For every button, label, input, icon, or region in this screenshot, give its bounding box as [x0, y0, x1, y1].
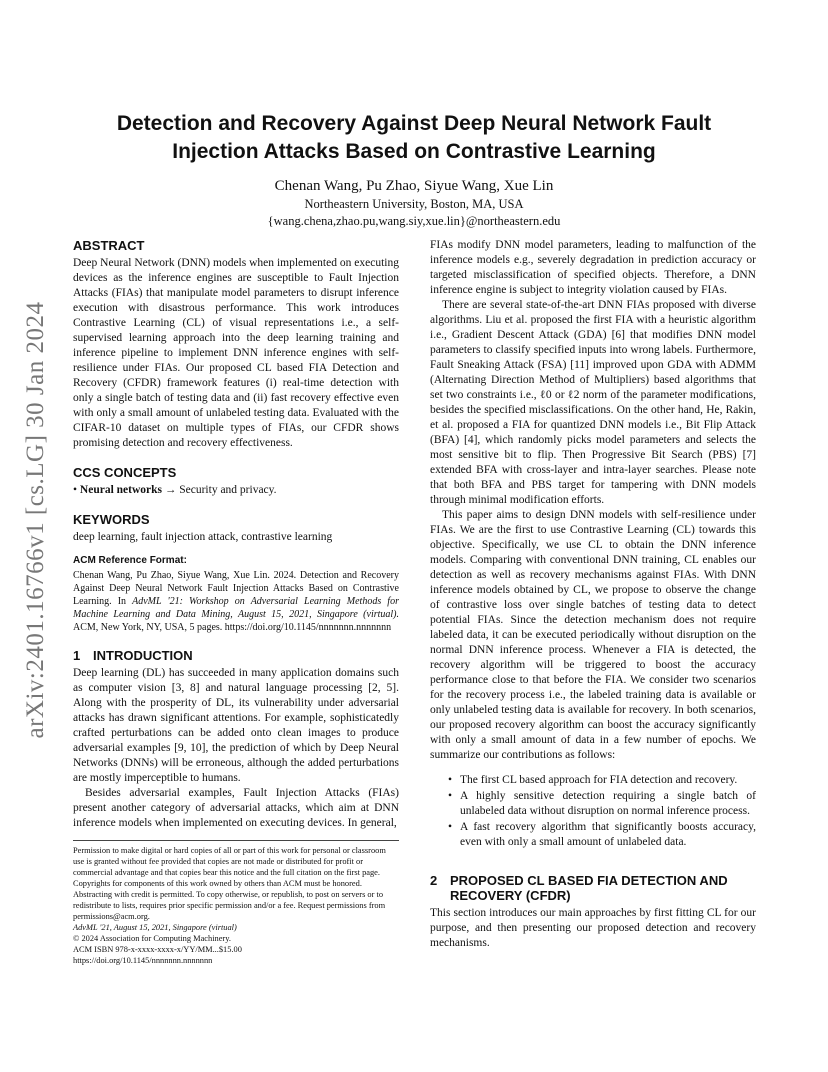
intro-section-title: INTRODUCTION [93, 648, 193, 663]
contribution-list [430, 773, 756, 850]
title-line-1: Detection and Recovery Against Deep Neural Network Fault [116, 112, 712, 135]
right-paragraph-1: FIAs modify DNN model parameters, leading to malfunction of the inference models e.g., severely degradation in prediction accuracy or targeted misclassification of specified objects. Therefore, a DNN inference engine is subject to integrity violation caused by FIAs. [430, 239, 756, 296]
acm-reference-part2: ACM, New York, NY, USA, 5 pages. https://doi.org/10.1145/nnnnnnn.nnnnnnn [73, 622, 392, 633]
right-paragraph-2: There are several state-of-the-art DNN FIAs proposed with diverse algorithms. Liu et al. proposed the first FIA with a heuristic algorithm i.e., Gradient Descent Attack (GDA) [6] that modifies DNN model parameters to classify specified inputs into wrong labels. Furthermore, Fault Sneaking Attack (FSA) [11] improved upon GDA with ADMM (Alternating Direction Method of Multipliers) based algorithms that set two constraints i.e., ℓ0 or ℓ2 norm of the parameter modifications, besides the specified misclassifications. On the other hand, He, Rakin, et al. proposed a FIA for quantized DNN models i.e., Bit Flip Attack (BFA) [4], which randomly picks model parameters and selects the most sensitive bit to flip. Then Progressive Bit Search (PBS) [7] extended BFA with cross-layer and intra-layer searches. Please note that both BFA and PBS target for tampering with DNN models through minimal modification efforts. [430, 299, 756, 506]
section2-paragraph-1: This section introduces our main approaches by first fitting CL for our purpose, and then presenting our proposed detection and recovery mechanisms. [430, 907, 756, 949]
author-emails: {wang.chena,zhao.pu,wang.siy,xue.lin}@northeastern.edu [267, 214, 561, 228]
arxiv-identifier: arXiv:2401.16766v1 [cs.LG] 30 Jan 2024 [22, 301, 49, 739]
keywords-text: deep learning, fault injection attack, contrastive learning [73, 531, 333, 543]
section2-title: PROPOSED CL BASED FIA DETECTION AND RECOVERY (CFDR) [450, 873, 728, 903]
right-paragraph-3: This paper aims to design DNN models with self-resilience under FIAs. We are the first to use Contrastive Learning (CL) towards this objective. Specifically, we use CL to obtain the DNN inference models. Comparing with conventional DNN training, CL enables our detection as well as recovery mechanisms against FIAs. With DNN inference models obtained by CL, we propose to observe the change of contrastive loss over single batches of testing data to detect potential FIAs. Since the detection mechanism does not require labeled data, it can be executed periodically without disruption on the normal DNN inference process. Whenever a FIA is detected, the recovery algorithm will be triggered to boost the accuracy performance close to that before the FIA. We consider two scenarios for the recovery process i.e., the labeled training data is available or only unlabeled testing data is available for recovery. In both scenarios, our proposed recovery algorithm can boost the accuracy significantly with only a small amount of data in a few number of epochs. We summarize our contributions as follows: [430, 509, 756, 761]
intro-paragraph-2: Besides adversarial examples, Fault Injection Attacks (FIAs) present another category of adversarial attacks, which aim at DNN inference models when implemented on executing devices. In general, [73, 787, 399, 829]
acm-reference-text [73, 569, 399, 634]
copyright-footnote [73, 840, 399, 966]
footnote-venue: AdvML '21, August 15, 2021, Singapore (virtual) [73, 923, 237, 932]
contribution-item: • A fast recovery algorithm that significantly boosts accuracy, even with only a small amount of unlabeled data. [460, 820, 756, 850]
ccs-heading: CCS CONCEPTS [73, 465, 177, 480]
affiliation-block [80, 196, 748, 230]
acm-reference-venue: AdvML '21: Workshop on Adversarial Learning Methods for Machine Learning and Data Mining, August 15, 2021, Singapore (virtual). [73, 596, 399, 620]
paper-title [80, 110, 748, 166]
right-column [430, 238, 756, 951]
section2-number: 2 [430, 873, 438, 888]
footnote-copyright: © 2024 Association for Computing Machinery. [73, 934, 231, 943]
footnote-doi: https://doi.org/10.1145/nnnnnnn.nnnnnnn [73, 956, 213, 965]
ccs-concepts [73, 483, 399, 498]
affiliation: Northeastern University, Boston, MA, USA [304, 197, 524, 211]
intro-heading [73, 648, 399, 663]
ccs-bullet: • [73, 484, 78, 496]
left-column [73, 238, 399, 831]
abstract-text: Deep Neural Network (DNN) models when implemented on executing devices as the inference engines are susceptible to Fault Injection Attacks (FIAs) that manipulate model parameters to disrupt inference execution with disastrous performance. This work introduces Contrastive Learning (CL) of visual representations i.e., a self-supervised learning approach into the deep learning training and inference pipeline to implement DNN inference engines with self-resilience under FIAs. Our proposed CL based FIA Detection and Recovery (CFDR) framework features (i) real-time detection with only a single batch of testing data and (ii) fast recovery effective even with only a small amount of unlabeled testing data. Evaluated with the CIFAR-10 dataset on multiple types of FIAs, our CFDR shows promising detection and recovery effectiveness. [73, 257, 399, 449]
ccs-arrow: → [162, 484, 180, 496]
permission-notice: Permission to make digital or hard copies of all or part of this work for personal or classroom use is granted without fee provided that copies are not made or distributed for profit or commercial advantage and that copies bear this notice and the full citation on the first page. Copyrights for components of this work owned by others than ACM must be honored. Abstracting with credit is permitted. To copy otherwise, or republish, to post on servers or to redistribute to lists, requires prior specific permission and/or a fee. Request permissions from permissions@acm.org. [73, 846, 386, 921]
abstract-heading: ABSTRACT [73, 238, 145, 253]
contribution-item: • A highly sensitive detection requiring a single batch of unlabeled data without disruption on normal inference process. [460, 789, 756, 819]
arxiv-side-stamp [8, 240, 64, 800]
footnote-isbn: ACM ISBN 978-x-xxxx-xxxx-x/YY/MM...$15.00 [73, 945, 242, 954]
intro-section-number: 1 [73, 648, 81, 663]
acm-reference-label: ACM Reference Format: [73, 555, 187, 566]
section2-heading [430, 873, 756, 903]
author-list: Chenan Wang, Pu Zhao, Siyue Wang, Xue Lin [274, 178, 554, 194]
intro-paragraph-1: Deep learning (DL) has succeeded in many application domains such as computer vision [3, 8] and natural language processing [2, 5]. Along with the prosperity of DL, its vulnerability under adversarial attacks has drawn significant attentions. For example, sophisticatedly crafted perturbations can be added onto clean images to produce adversarial examples [9, 10], the prediction of which by Deep Neural Networks (DNNs) will be erroneous, although the added perturbations are mostly imperceptible to humans. [73, 667, 399, 784]
keywords-heading: KEYWORDS [73, 512, 150, 527]
contribution-item: • The first CL based approach for FIA detection and recovery. [460, 773, 756, 788]
acm-reference-part1: Chenan Wang, Pu Zhao, Siyue Wang, Xue Lin. 2024. Detection and Recovery Against Deep Neural Network Fault Injection Attacks Based on Contrastive Learning. In [73, 570, 399, 607]
ccs-secondary: Security and privacy. [179, 484, 277, 496]
title-line-2: Injection Attacks Based on Contrastive Learning [172, 140, 656, 163]
ccs-primary: Neural networks [79, 484, 162, 496]
